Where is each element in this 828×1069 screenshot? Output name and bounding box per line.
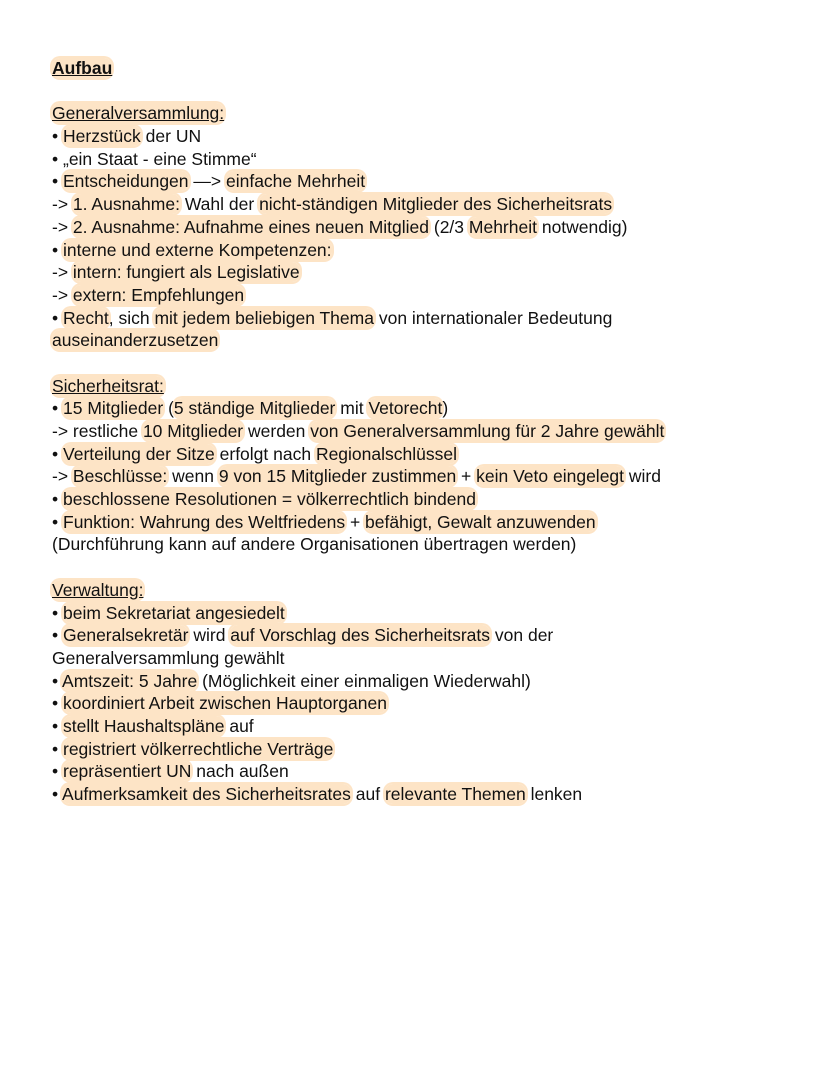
text-segment: auf: [224, 715, 254, 736]
text-segment: werden: [243, 421, 311, 441]
highlighted-text: relevante Themen: [384, 784, 526, 804]
text-segment: •: [52, 670, 63, 691]
highlighted-text: 9 von 15 Mitglieder zustimmen: [218, 466, 457, 487]
text-segment: Wahl der: [179, 194, 260, 215]
highlighted-text: 2. Ausnahme: Aufnahme eines neuen Mitglied: [72, 216, 429, 237]
text-line: [52, 647, 812, 670]
highlighted-text: Funktion: Wahrung des Weltfriedens: [63, 511, 346, 532]
text-line: [52, 624, 812, 647]
highlighted-text: registriert völkerrechtliche Verträge: [63, 738, 334, 759]
highlighted-text: befähigt, Gewalt anzuwenden: [365, 511, 596, 532]
text-segment: (Möglichkeit einer einmaligen Wiederwahl): [197, 670, 531, 691]
highlighted-text: 15 Mitglieder: [63, 398, 164, 419]
text-line: [52, 397, 812, 420]
text-segment: wird: [188, 625, 231, 646]
highlighted-text: extern: Empfehlungen: [72, 284, 245, 305]
text-line: [52, 602, 812, 625]
highlighted-text: 1. Ausnahme:: [72, 194, 180, 215]
text-segment: ->: [52, 216, 73, 237]
text-segment: , sich: [108, 307, 155, 328]
text-line: [52, 670, 812, 693]
text-segment: •: [52, 625, 63, 646]
text-line: [52, 216, 812, 239]
text-segment: ->: [52, 194, 73, 215]
highlighted-text: Verteilung der Sitze: [63, 443, 215, 464]
text-segment: wird: [624, 466, 661, 487]
text-segment: • „ein Staat - eine Stimme“: [52, 148, 257, 169]
text-line: [52, 307, 812, 330]
text-line: [52, 443, 812, 466]
highlighted-text: auseinanderzusetzen: [52, 330, 219, 351]
highlighted-text: repräsentiert UN: [63, 761, 192, 782]
text-segment: •: [52, 738, 63, 759]
document-title: [52, 57, 812, 80]
blank-line: [52, 556, 812, 579]
text-line: [52, 511, 812, 534]
text-line: [52, 783, 812, 806]
highlighted-text: Regionalschlüssel: [315, 443, 457, 464]
highlighted-text: 10 Mitglieder: [142, 421, 244, 441]
text-line: [52, 284, 812, 307]
highlighted-text: Aufbau: [52, 58, 113, 78]
text-segment: ->: [52, 466, 73, 487]
highlighted-text: intern: fungiert als Legislative: [72, 262, 300, 283]
highlighted-text: auf Vorschlag des Sicherheitsrats: [230, 625, 491, 646]
highlighted-text: nicht-ständigen Mitglieder des Sicherheitsrats: [259, 194, 613, 215]
text-segment: notwendig): [536, 216, 628, 237]
text-segment: nach außen: [191, 761, 289, 782]
highlighted-text: mit jedem beliebigen Thema: [154, 307, 374, 328]
highlighted-text: Verwaltung:: [52, 579, 144, 600]
text-line: [52, 692, 812, 715]
text-segment: lenken: [525, 784, 583, 804]
text-segment: ->: [52, 284, 73, 305]
highlighted-text: Entscheidungen: [63, 171, 189, 192]
blank-line: [52, 80, 812, 103]
highlighted-text: Aufmerksamkeit des Sicherheitsrates: [62, 784, 351, 804]
text-line: [52, 465, 812, 488]
text-segment: •: [52, 761, 63, 782]
highlighted-text: koordiniert Arbeit zwischen Hauptorganen: [63, 693, 387, 714]
highlighted-text: kein Veto eingelegt: [476, 466, 625, 487]
text-line: [52, 715, 812, 738]
text-line: [52, 420, 812, 443]
section-heading: [52, 102, 812, 125]
text-segment: +: [456, 466, 477, 487]
text-line: [52, 488, 812, 511]
highlighted-text: stellt Haushaltspläne: [63, 715, 225, 736]
text-segment: ): [442, 398, 449, 419]
text-line: [52, 329, 812, 352]
highlighted-text: interne und externe Kompetenzen:: [63, 239, 332, 260]
text-line: [52, 148, 812, 171]
text-segment: (Durchführung kann auf andere Organisationen übertragen werden): [52, 534, 577, 555]
text-segment: Generalversammlung gewählt: [52, 647, 285, 668]
highlighted-text: Herzstück: [63, 126, 141, 147]
text-segment: •: [52, 693, 63, 714]
highlighted-text: 5 ständige Mitglieder: [173, 398, 336, 419]
text-line: [52, 533, 812, 556]
text-segment: •: [52, 398, 63, 419]
text-segment: von internationaler Bedeutung: [373, 307, 613, 328]
text-segment: •: [52, 126, 63, 147]
highlighted-text: Generalsekretär: [63, 625, 189, 646]
text-segment: •: [52, 715, 63, 736]
text-segment: von der: [490, 625, 554, 646]
text-line: [52, 170, 812, 193]
section-heading: [52, 579, 812, 602]
text-segment: +: [345, 511, 366, 532]
highlighted-text: beschlossene Resolutionen = völkerrechtlich bindend: [63, 489, 476, 510]
text-segment: erfolgt nach: [214, 443, 316, 464]
text-line: [52, 738, 812, 761]
text-segment: •: [52, 511, 63, 532]
text-segment: •: [52, 239, 63, 260]
text-segment: •: [52, 307, 63, 328]
highlighted-text: von Generalversammlung für 2 Jahre gewählt: [310, 421, 665, 441]
text-segment: wenn: [167, 466, 219, 487]
highlighted-text: Mehrheit: [468, 216, 537, 237]
text-segment: -> restliche: [52, 421, 143, 441]
text-segment: (: [163, 398, 174, 419]
text-line: [52, 261, 812, 284]
text-segment: •: [52, 784, 63, 804]
highlighted-text: Sicherheitsrat:: [52, 375, 164, 396]
highlighted-text: Amtszeit: 5 Jahre: [62, 670, 198, 691]
text-segment: mit: [335, 398, 369, 419]
text-line: [52, 193, 812, 216]
section-heading: [52, 375, 812, 398]
text-segment: •: [52, 171, 63, 192]
highlighted-text: Generalversammlung:: [52, 103, 225, 124]
text-segment: der UN: [140, 126, 202, 147]
text-segment: ->: [52, 262, 73, 283]
text-segment: —>: [188, 171, 226, 192]
highlighted-text: Beschlüsse:: [72, 466, 168, 487]
text-segment: •: [52, 602, 63, 623]
text-segment: •: [52, 489, 63, 510]
text-line: [52, 125, 812, 148]
text-line: [52, 239, 812, 262]
highlighted-text: Recht: [63, 307, 109, 328]
highlighted-text: Vetorecht: [368, 398, 443, 419]
text-segment: (2/3: [429, 216, 469, 237]
text-line: [52, 760, 812, 783]
highlighted-text: beim Sekretariat angesiedelt: [63, 602, 285, 623]
text-segment: auf: [350, 784, 385, 804]
highlighted-text: einfache Mehrheit: [225, 171, 366, 192]
text-segment: •: [52, 443, 63, 464]
document-body: [52, 57, 812, 806]
blank-line: [52, 352, 812, 375]
